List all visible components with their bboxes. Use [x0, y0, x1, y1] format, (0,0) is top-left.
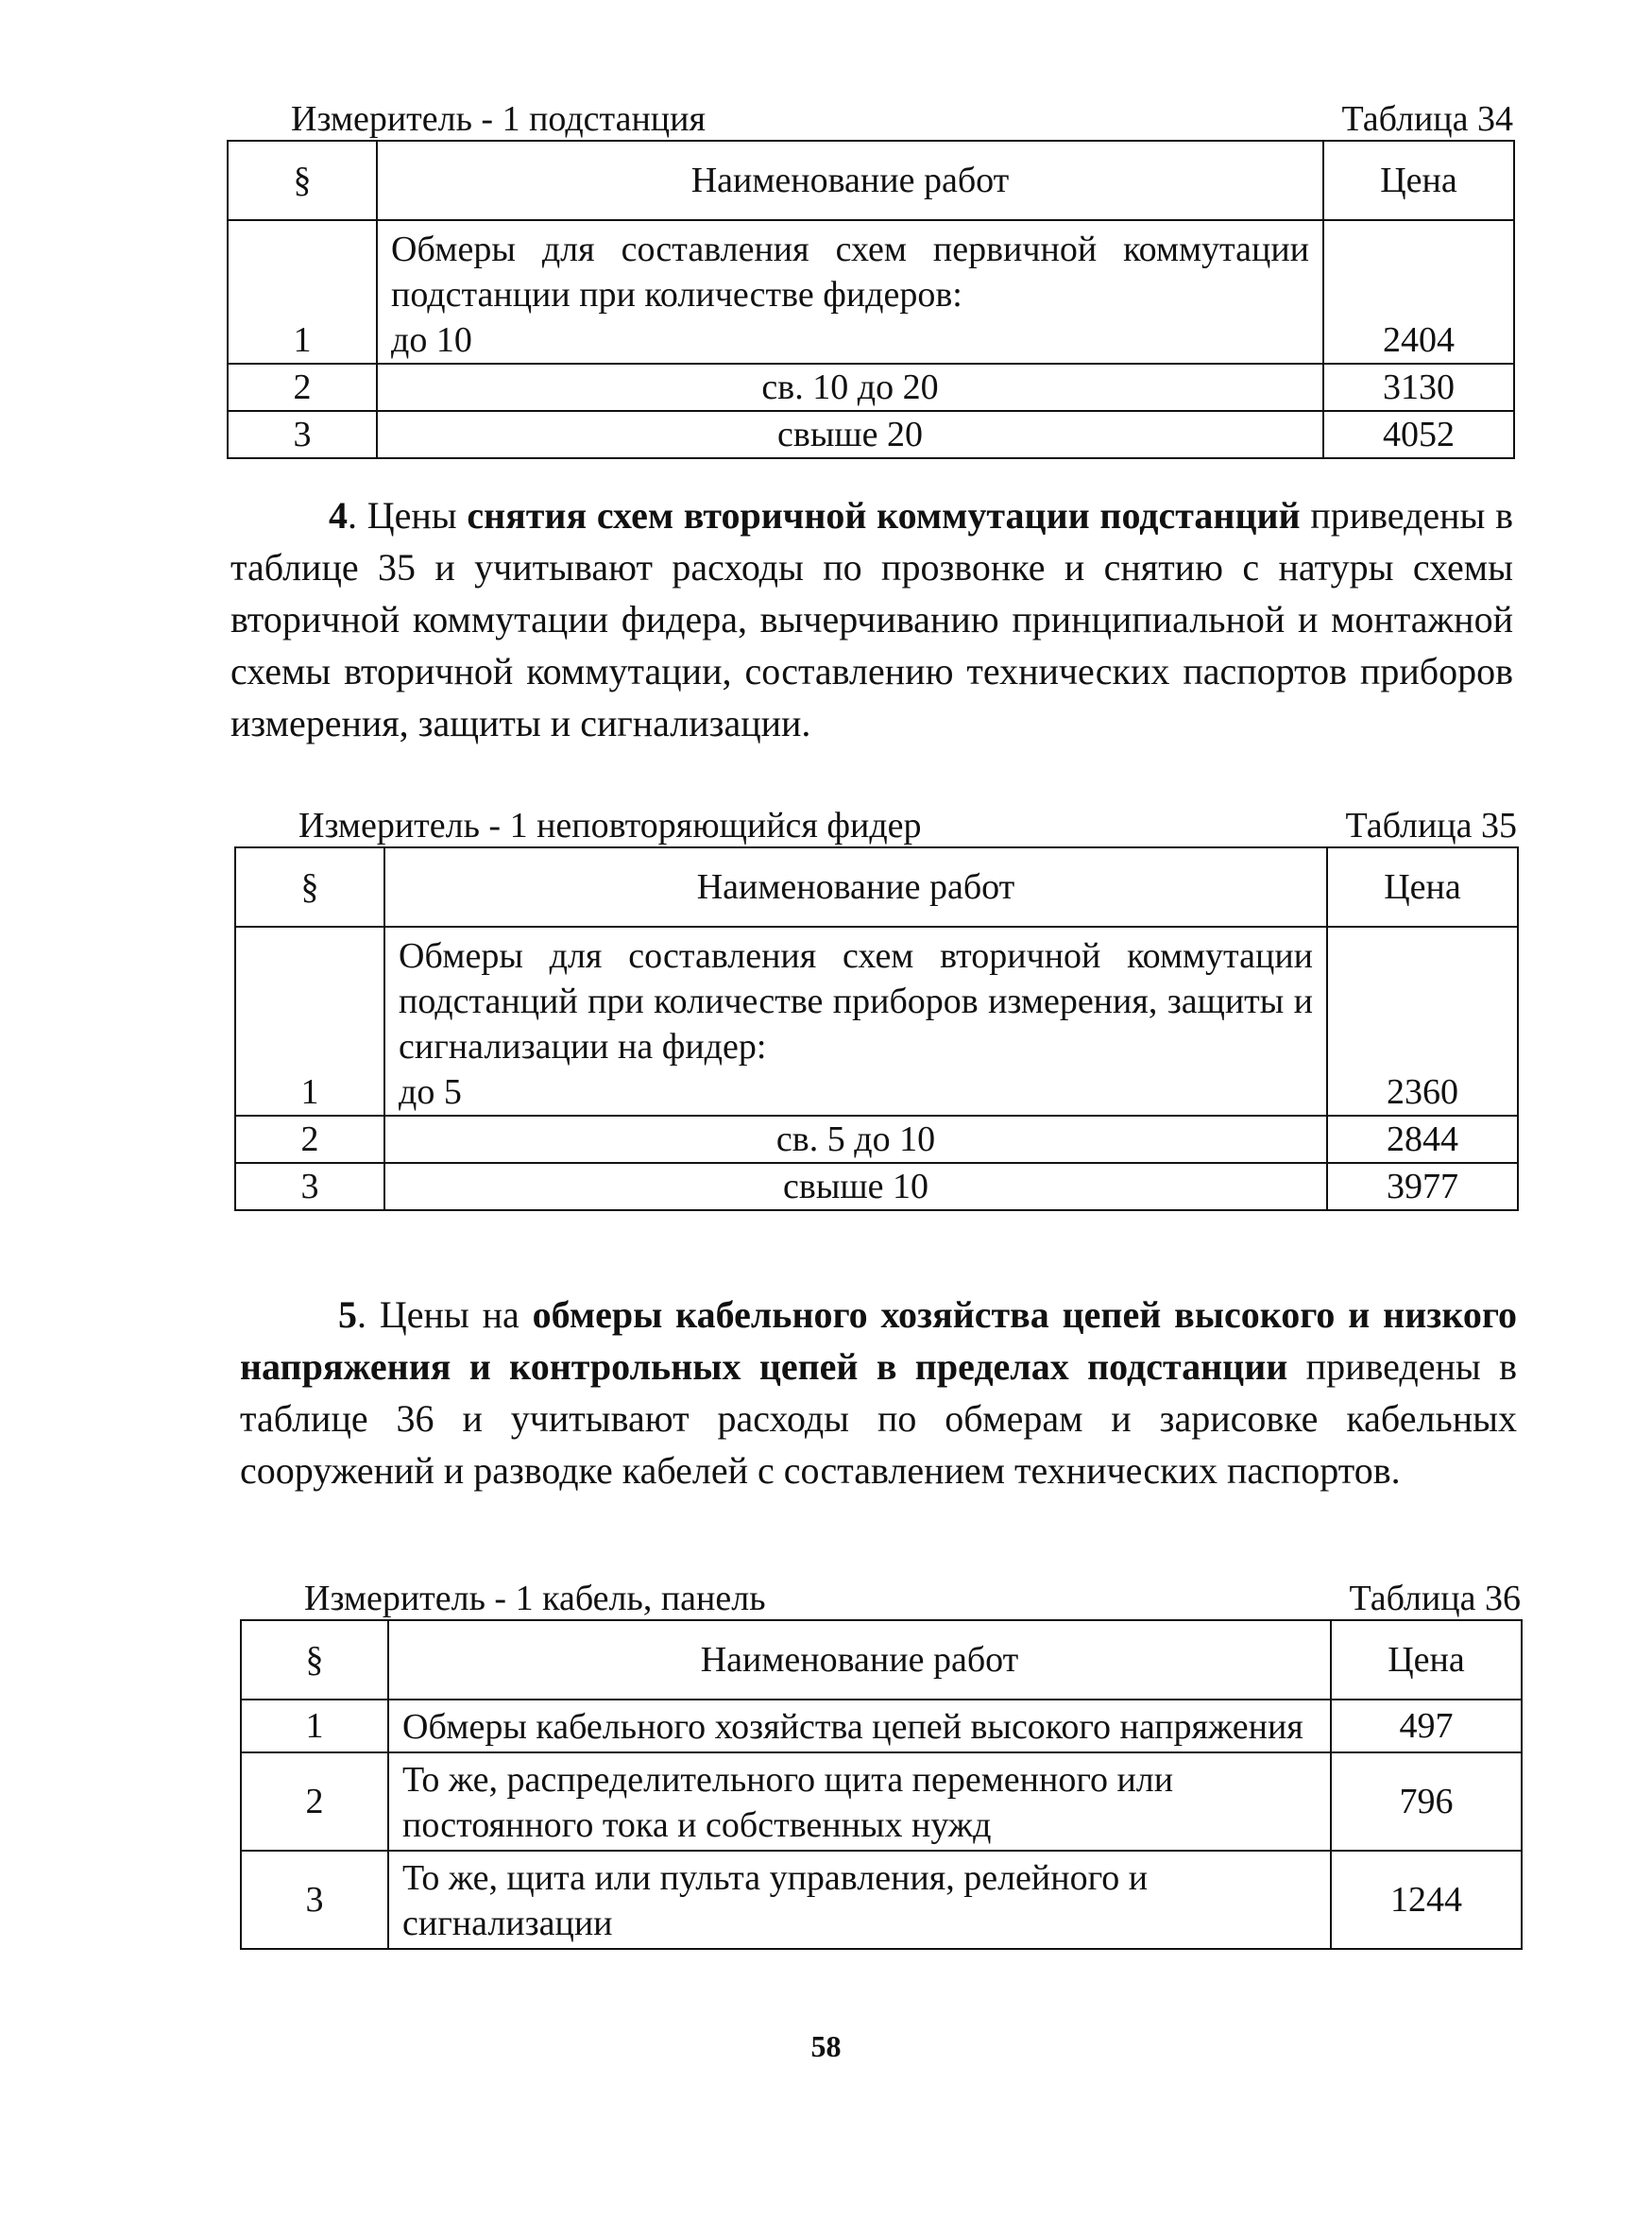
group-text: Обмеры для составления схем первичной коммутации подстанции при количестве фидеров:	[391, 230, 1309, 315]
paragraph-5	[240, 1289, 1517, 1496]
row-name: То же, распределительного щита переменного или постоянного тока и собственных нужд	[388, 1752, 1331, 1851]
table-36	[240, 1619, 1523, 1950]
row-num: 3	[235, 1163, 384, 1210]
paragraph-4-bold: снятия схем вторичной коммутации подстанций	[467, 494, 1301, 537]
row-subname: до 10	[391, 320, 472, 360]
table-row	[241, 1752, 1522, 1851]
row-name: свыше 10	[384, 1163, 1327, 1210]
header-num: §	[228, 141, 377, 220]
header-name: Наименование работ	[377, 141, 1323, 220]
row-price: 796	[1331, 1752, 1522, 1851]
table-34-unit: Измеритель - 1 подстанция	[291, 99, 706, 139]
row-name: Обмеры кабельного хозяйства цепей высокого напряжения	[388, 1700, 1331, 1752]
table-header-row	[235, 847, 1518, 927]
row-price: 497	[1331, 1700, 1522, 1752]
paragraph-4	[230, 489, 1513, 749]
table-34-label: Таблица 34	[1341, 99, 1513, 139]
paragraph-5-bold: обмеры кабельного хозяйства цепей высокого и низкого напряжения и контрольных цепей в пределах подстанции	[240, 1293, 1517, 1388]
header-price: Цена	[1323, 141, 1514, 220]
table-row	[228, 411, 1514, 458]
paragraph-5-lead: . Цены на	[357, 1293, 533, 1336]
group-text: Обмеры для составления схем вторичной коммутации подстанций при количестве приборов измерения, защиты и сигнализации на фидер:	[399, 936, 1313, 1067]
row-name: св. 5 до 10	[384, 1116, 1327, 1163]
row-num: 2	[228, 364, 377, 411]
header-name: Наименование работ	[384, 847, 1327, 927]
table-34-caption	[227, 98, 1513, 140]
paragraph-5-number: 5	[338, 1293, 357, 1336]
row-name	[384, 927, 1327, 1116]
paragraph-4-number: 4	[329, 494, 348, 537]
header-num: §	[235, 847, 384, 927]
row-subname: до 5	[399, 1072, 462, 1112]
table-row	[235, 927, 1518, 1116]
row-num: 1	[228, 220, 377, 364]
table-35-block	[234, 805, 1517, 1211]
table-row	[241, 1700, 1522, 1752]
row-price: 3977	[1327, 1163, 1518, 1210]
header-num: §	[241, 1620, 388, 1700]
table-row	[235, 1116, 1518, 1163]
paragraph-4-lead: . Цены	[348, 494, 468, 537]
row-price: 3130	[1323, 364, 1514, 411]
table-header-row	[228, 141, 1514, 220]
table-36-block	[240, 1578, 1521, 1950]
paragraph-4-rest: приведены в таблице 35 и учитывают расходы по прозвонке и снятию с натуры схемы вторичной коммутации фидера, вычерчиванию принципиальной и монтажной схемы вторичной коммутации, составлению технических паспортов приборов измерения, защиты и сигнализации.	[230, 494, 1513, 744]
row-name	[377, 220, 1323, 364]
row-price: 2844	[1327, 1116, 1518, 1163]
row-price: 2404	[1323, 220, 1514, 364]
row-num: 1	[235, 927, 384, 1116]
row-price: 1244	[1331, 1851, 1522, 1949]
table-35-caption	[234, 805, 1517, 846]
table-row	[241, 1851, 1522, 1949]
table-header-row	[241, 1620, 1522, 1700]
row-num: 2	[235, 1116, 384, 1163]
header-price: Цена	[1327, 847, 1518, 927]
table-row	[228, 220, 1514, 364]
table-34	[227, 140, 1515, 459]
row-num: 3	[241, 1851, 388, 1949]
row-num: 1	[241, 1700, 388, 1752]
table-35-unit: Измеритель - 1 неповторяющийся фидер	[298, 806, 922, 846]
table-35-label: Таблица 35	[1345, 806, 1517, 846]
row-price: 4052	[1323, 411, 1514, 458]
table-36-label: Таблица 36	[1349, 1579, 1521, 1618]
table-35	[234, 846, 1519, 1211]
row-num: 2	[241, 1752, 388, 1851]
table-row	[235, 1163, 1518, 1210]
row-name: То же, щита или пульта управления, релейного и сигнализации	[388, 1851, 1331, 1949]
header-name: Наименование работ	[388, 1620, 1331, 1700]
table-row	[228, 364, 1514, 411]
paragraph-5-rest: приведены в таблице 36 и учитывают расходы по обмерам и зарисовке кабельных сооружений и разводке кабелей с составлением технических паспортов.	[240, 1345, 1517, 1492]
table-34-block	[227, 98, 1513, 459]
table-36-unit: Измеритель - 1 кабель, панель	[304, 1579, 766, 1618]
page-number: 58	[810, 2029, 842, 2063]
row-name: свыше 20	[377, 411, 1323, 458]
row-num: 3	[228, 411, 377, 458]
row-price: 2360	[1327, 927, 1518, 1116]
header-price: Цена	[1331, 1620, 1522, 1700]
table-36-caption	[240, 1578, 1521, 1619]
row-name: св. 10 до 20	[377, 364, 1323, 411]
